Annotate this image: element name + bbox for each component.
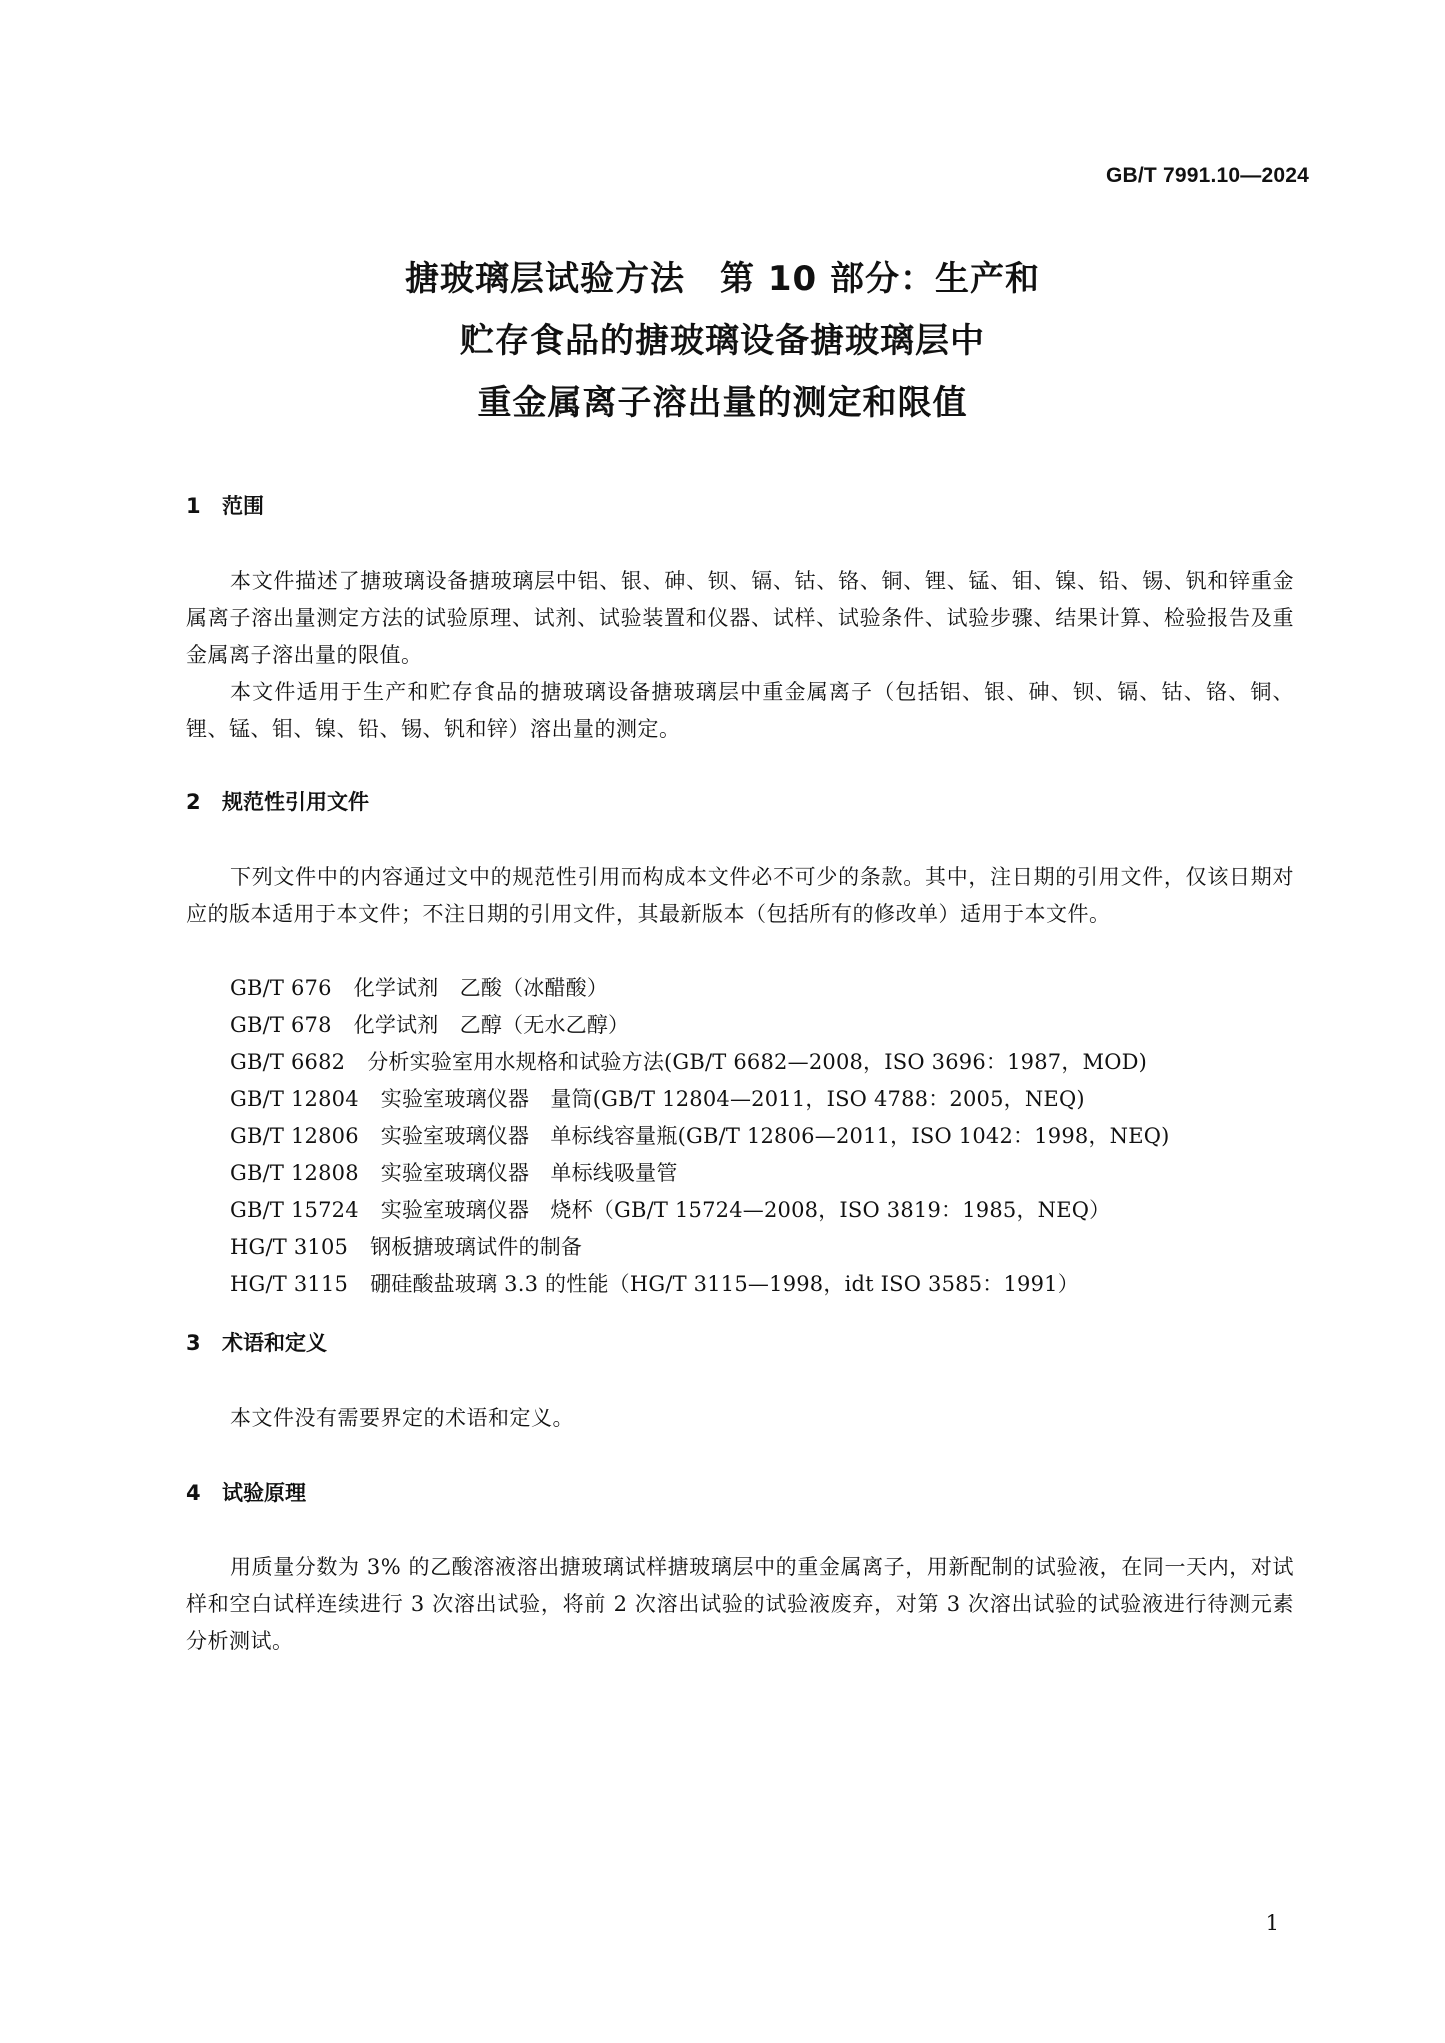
- section-2-intro: 下列文件中的内容通过文中的规范性引用而构成本文件必不可少的条款。其中，注日期的引用文件，仅该日期对应的版本适用于本文件；不注日期的引用文件，其最新版本（包括所有的修改单）适用于本文件。: [186, 865, 1294, 926]
- section-1-paragraph-2: 本文件适用于生产和贮存食品的搪玻璃设备搪玻璃层中重金属离子（包括铝、银、砷、钡、镉、钴、铬、铜、锂、锰、钼、镍、铅、锡、钒和锌）溶出量的测定。: [186, 680, 1294, 741]
- title-line-2: 贮存食品的搪玻璃设备搪玻璃层中: [460, 321, 985, 361]
- reference-title: 实验室玻璃仪器 单标线容量瓶(GB/T 12806—2011，ISO 1042：1998，NEQ): [380, 1124, 1170, 1148]
- section-title: 试验原理: [222, 1481, 306, 1505]
- reference-item: [230, 1266, 1294, 1303]
- reference-item: [230, 970, 1294, 1007]
- reference-title: 分析实验室用水规格和试验方法(GB/T 6682—2008，ISO 3696：1987，MOD): [367, 1050, 1148, 1074]
- reference-item: [230, 1192, 1294, 1229]
- section-title: 术语和定义: [222, 1331, 327, 1355]
- reference-title: 硼硅酸盐玻璃 3.3 的性能（HG/T 3115—1998，idt ISO 3585：1991）: [370, 1272, 1079, 1296]
- section-title: 规范性引用文件: [222, 790, 369, 814]
- reference-item: [230, 1229, 1294, 1266]
- section-title: 范围: [222, 494, 264, 518]
- reference-item: [230, 1118, 1294, 1155]
- section-1-paragraph-1: 本文件描述了搪玻璃设备搪玻璃层中铝、银、砷、钡、镉、钴、铬、铜、锂、锰、钼、镍、铅、锡、钒和锌重金属离子溶出量测定方法的试验原理、试剂、试验装置和仪器、试样、试验条件、试验步骤、结果计算、检验报告及重金属离子溶出量的限值。: [186, 569, 1294, 667]
- section-4-heading: [186, 1477, 306, 1507]
- section-number: 3: [186, 1331, 201, 1355]
- page-number: 1: [1265, 1911, 1279, 1935]
- reference-title: 实验室玻璃仪器 烧杯（GB/T 15724—2008，ISO 3819：1985，NEQ）: [380, 1198, 1111, 1222]
- document-title: [0, 248, 1445, 434]
- section-1-heading: [186, 490, 264, 520]
- section-number: 1: [186, 494, 201, 518]
- reference-code: HG/T 3105: [230, 1235, 349, 1259]
- reference-code: GB/T 12804: [230, 1087, 359, 1111]
- reference-code: HG/T 3115: [230, 1272, 349, 1296]
- reference-code: GB/T 15724: [230, 1198, 359, 1222]
- title-line-3: 重金属离子溶出量的测定和限值: [477, 383, 968, 423]
- reference-code: GB/T 6682: [230, 1050, 346, 1074]
- reference-title: 实验室玻璃仪器 量筒(GB/T 12804—2011，ISO 4788：2005，NEQ): [380, 1087, 1085, 1111]
- reference-title: 钢板搪玻璃试件的制备: [370, 1235, 583, 1259]
- reference-code: GB/T 12808: [230, 1161, 359, 1185]
- reference-code: GB/T 12806: [230, 1124, 359, 1148]
- reference-code: GB/T 676: [230, 976, 332, 1000]
- reference-item: [230, 1044, 1294, 1081]
- section-number: 2: [186, 790, 201, 814]
- reference-list: [230, 970, 1294, 1303]
- document-code: GB/T 7991.10—2024: [1105, 164, 1309, 187]
- section-number: 4: [186, 1481, 201, 1505]
- section-3-paragraph-1: 本文件没有需要界定的术语和定义。: [230, 1406, 574, 1430]
- title-line-1: 搪玻璃层试验方法 第 10 部分：生产和: [405, 259, 1040, 299]
- reference-item: [230, 1007, 1294, 1044]
- reference-item: [230, 1155, 1294, 1192]
- reference-title: 化学试剂 乙醇（无水乙醇）: [353, 1013, 630, 1037]
- reference-code: GB/T 678: [230, 1013, 332, 1037]
- section-3-heading: [186, 1327, 327, 1357]
- section-4-paragraph-1: 用质量分数为 3% 的乙酸溶液溶出搪玻璃试样搪玻璃层中的重金属离子，用新配制的试验液，在同一天内，对试样和空白试样连续进行 3 次溶出试验，将前 2 次溶出试验的试验液废弃，对第 3 次溶出试验的试验液进行待测元素分析测试。: [186, 1555, 1294, 1653]
- reference-item: [230, 1081, 1294, 1118]
- section-2-heading: [186, 786, 369, 816]
- reference-title: 实验室玻璃仪器 单标线吸量管: [380, 1161, 678, 1185]
- reference-title: 化学试剂 乙酸（冰醋酸）: [353, 976, 609, 1000]
